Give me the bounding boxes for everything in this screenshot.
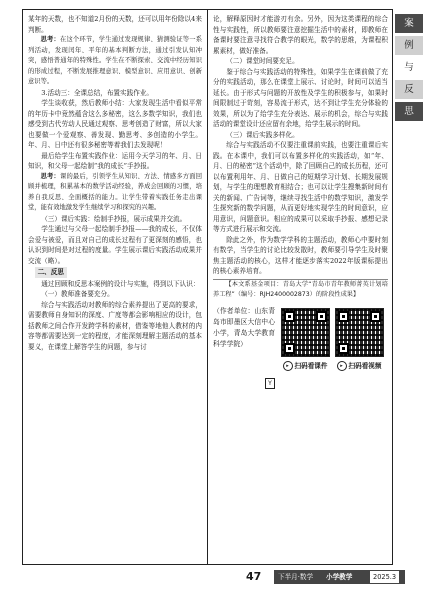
reflection-lead: 思考：	[40, 172, 60, 180]
paragraph: （二）课堂时间要充足。	[226, 57, 299, 65]
reflection-body: 课的最后，引领学生从知识、方法、情感多方面回顾并梳理，积累基本的数学活动经验，养成会回顾的习惯，培养自我反思、全面概括的能力。让学生带着实践任务走出课堂，能有效地激发学生继续学习和探究的兴趣。	[28, 172, 203, 211]
qr-finder	[284, 343, 295, 354]
paragraph: 学生谈收获，然后教师小结：大家发现生活中看似平常的年历卡中竟然蕴含这么多秘密，这么多数学知识，我们也感受到古代劳动人民通过观察、思考创造了财富，所以大家也要做一个爱观察、善发现、勤思考、多创造的小学生。年、月、日中还有很多秘密等着我们去发现呢！	[28, 99, 202, 149]
section-heading: 二、反思	[35, 267, 67, 278]
qr-label-text: 扫码看课件	[294, 361, 328, 370]
paragraph: 鉴于综合与实践活动的特殊性，如果学生在课前做了充分的实践活动，那么在课堂上展示、讨论时，时间可以适当延长。由于形式与问题的开放性及学生的积极参与，如果时间限制过于苛刻，容易流于形式，达不到让学生充分体验的效果，所以为了给学生充分表达、展示的机会，综合与实践活动的课堂设计还应留有余地，给学生展示的时间。	[213, 67, 388, 128]
paragraph: 综合与实践活动对教师的综合素养提出了更高的要求，需要教师自身知识的深度、广度等都会影响相应的设计，包括教师之间合作开发跨学科的素材，借鉴等地他人教材的内容等都需要达到一定的程度，才能深刻理解主题活动的基本要义，在课堂上解答学生的问题，参与讨	[28, 300, 202, 351]
issue-banner	[274, 570, 405, 584]
sidebar-char: 思	[395, 102, 423, 121]
paragraph: （一）教师准备要充分。	[41, 290, 114, 298]
paragraph: 学生通过与父母一起绘制手抄报——我的成长，不仅体会爱与被爱，而且对自己的成长过程有了更深刻的感悟，也认识到时间是对过程的度量。学生展示课后实践活动成果并交流（略）。	[28, 225, 202, 265]
qr-label-text: 扫码看视频	[348, 361, 382, 370]
paragraph: 最后给学生布置实践作业：运用今天学习的年、月、日知识，和父母一起绘制“我的成长”手抄报。	[28, 151, 202, 170]
column-divider	[207, 9, 208, 565]
paragraph: 除此之外，作为数学学科的主题活动，教师心中要时刻有数学，当学生的讨论比较发散时，教师要引导学生及时聚焦主题活动的核心，这样才能逐步落实2022年版课标提出的核心素养培育。	[213, 235, 388, 275]
scan-icon: ▸	[283, 361, 293, 371]
qr-finder	[284, 311, 295, 322]
qr-label-courseware	[279, 361, 331, 371]
magazine-name: 小学教学	[326, 573, 353, 581]
funding-note: 【本文系基金项目：青岛大学“青岛市青年教师菁英计划培养工程”（编号：RJH2400002873）的阶段性成果】	[213, 280, 388, 298]
qr-label-video	[333, 361, 385, 371]
paragraph: （三）课后实践多样化。	[226, 130, 299, 139]
author-block	[213, 306, 388, 390]
qr-finder	[338, 311, 349, 322]
qr-finder	[370, 311, 381, 322]
paragraph: 某年的天数，也不知道2月份的天数，还可以用年份除以4来判断。	[28, 15, 202, 34]
qr-code-video[interactable]	[335, 308, 384, 357]
page-number: 47	[246, 570, 262, 583]
reflection-note	[28, 35, 202, 88]
qr-finder	[316, 311, 327, 322]
reflection-body: 在这个环节，学生通过发现规律、猜测验证等一系列活动，发现闰年、平年的基本判断方法，通过引发认知冲突，感悟普通年的特殊性。学生在不断探索、交流中经历知识的形成过程，不断发展推理意识、模型意识、应用意识、创新意识等。	[28, 36, 203, 85]
section-sidebar	[395, 14, 423, 124]
paragraph: 综合与实践活动不仅要注重课前实践，也要注重课后实践。在本课中，我们可以布置多样化的实践活动，如“年、月、日的秘密”这个活动中，除了回顾自己的成长历程，还可以布置利用年、月、日做自己的短期学习计划、长期发展规划，与学生的理想教育相结合；也可以让学生搜集新时间有关的新闻、广告词等，继续寻找生活中的数学知识，激发学生探究新的数学问题，从而更好地实现学生的时间意识，应用意识，问题意识。相应的成果可以采取手抄报、感想记录等方式进行展示和交流。	[213, 141, 388, 233]
sidebar-char: 与	[395, 58, 423, 77]
right-column	[213, 14, 388, 390]
qr-finder	[338, 343, 349, 354]
paragraph: 3.活动三：全课总结，布置实践作业。	[41, 88, 153, 97]
paragraph: 通过回顾和反思本案例的设计与实施，得到以下认识：	[41, 279, 200, 288]
page-footer	[22, 568, 405, 586]
sidebar-char: 例	[395, 36, 423, 55]
paragraph: （三）课后实践：绘制手抄报，展示成果并交流。	[41, 214, 187, 223]
sidebar-char: 案	[395, 14, 423, 33]
reflection-lead: 思考：	[40, 36, 60, 43]
sidebar-char: 反	[395, 80, 423, 99]
qr-code-courseware[interactable]	[281, 308, 330, 357]
paragraph: 论，解释原因时才能游刃有余。另外，因为这类课程的综合性与实践性，所以教师要注意挖掘生活中的素材，即教师在备课时要注意寻找符合教学的眼光，数学的思维，为课程积累素材，做好准备。	[213, 15, 388, 55]
article-body-end	[213, 14, 388, 280]
author-unit: （作者单位：山东青岛市即墨区大信中心小学，青岛大学教育科学学院）	[213, 306, 275, 349]
issue-label: 下半月·数学	[278, 573, 314, 581]
left-column	[28, 14, 202, 352]
issue-year: 2025.3	[370, 571, 399, 583]
scan-icon: ▸	[337, 361, 347, 371]
reflection-note	[28, 172, 202, 214]
y-box: Y	[265, 378, 275, 389]
